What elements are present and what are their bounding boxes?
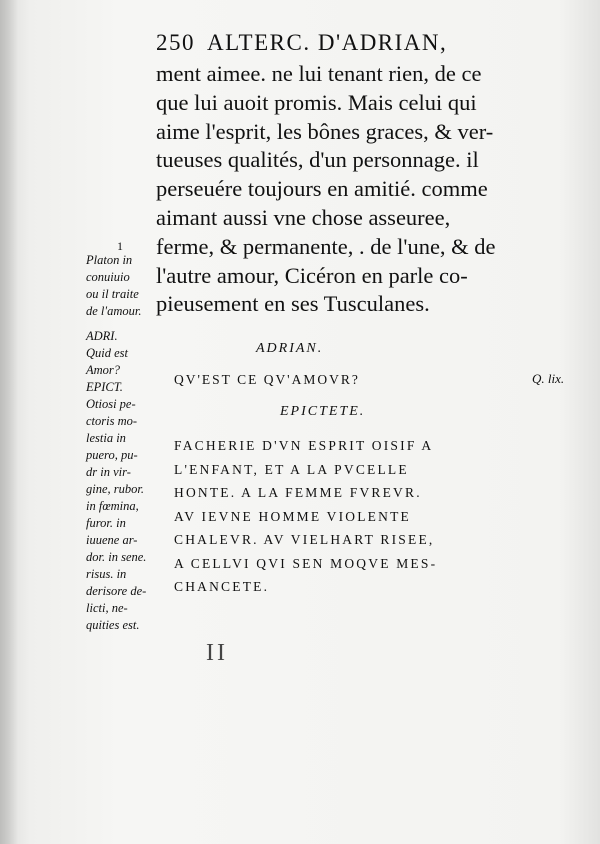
question-text: QV'EST CE QV'AMOVR? xyxy=(174,372,360,387)
answer-text xyxy=(174,434,504,599)
speaker-epictete: EPICTETE. xyxy=(280,404,366,419)
marginal-line: ADRI. xyxy=(86,329,118,343)
page-number: 250 xyxy=(156,30,195,55)
marginal-note-latin xyxy=(86,328,160,634)
marginal-note-platon xyxy=(86,252,160,320)
marginal-line: lestia in xyxy=(86,431,126,445)
marginal-number: 1 xyxy=(117,239,123,253)
answer-line: HONTE. A LA FEMME FVREVR. xyxy=(174,485,422,500)
marginal-line: ctoris mo- xyxy=(86,414,138,428)
body-line: perseuére toujours en amitié. comme xyxy=(156,176,488,202)
answer-line: FACHERIE D'VN ESPRIT OISIF A xyxy=(174,438,434,453)
marginal-line: dr in vir- xyxy=(86,465,131,479)
marginal-line: derisore de- xyxy=(86,584,147,598)
running-header xyxy=(156,30,496,56)
marginal-line: in fœmina, xyxy=(86,499,139,513)
signature-mark: II xyxy=(206,640,228,666)
answer-line: L'ENFANT, ET A LA PVCELLE xyxy=(174,461,409,477)
gutter-shadow xyxy=(0,0,18,844)
body-line: aime l'esprit, les bônes graces, & ver- xyxy=(156,118,494,144)
marginal-line: Platon in xyxy=(86,253,133,267)
running-title: ALTERC. D'ADRIAN, xyxy=(207,30,448,55)
marginal-line: Amor? xyxy=(86,363,121,377)
marginal-line: furor. in xyxy=(86,516,126,530)
marginal-line: quities est. xyxy=(86,618,140,632)
marginal-line: EPICT. xyxy=(86,380,123,394)
marginal-line: puero, pu- xyxy=(86,448,138,462)
marginal-line: gine, rubor. xyxy=(86,482,144,496)
marginal-line: de l'amour. xyxy=(86,304,142,318)
body-line: ferme, & permanente, . de l'une, & de xyxy=(156,233,496,259)
body-text xyxy=(156,60,496,319)
body-line: pieusement en ses Tusculanes. xyxy=(156,291,430,317)
marginal-line: dor. in sene. xyxy=(86,550,147,564)
marginal-line: risus. in xyxy=(86,567,127,581)
body-line: ment aimee. ne lui tenant rien, de ce xyxy=(156,61,482,86)
marginal-line: iuuene ar- xyxy=(86,533,138,547)
answer-line: CHANCETE. xyxy=(174,579,270,594)
body-line: aimant aussi vne chose asseuree, xyxy=(156,204,451,230)
marginal-line: Quid est xyxy=(86,346,129,360)
answer-line: AV IEVNE HOMME VIOLENTE xyxy=(174,508,411,524)
answer-line: A CELLVI QVI SEN MOQVE MES- xyxy=(174,555,438,571)
body-line: tueuses qualités, d'un personnage. il xyxy=(156,147,479,173)
marginal-line: ou il traite xyxy=(86,287,139,301)
question-reference: Q. lix. xyxy=(532,371,565,386)
body-line: que lui auoit promis. Mais celui qui xyxy=(156,89,477,115)
answer-line: CHALEVR. AV VIELHART RISEE, xyxy=(174,532,435,547)
marginal-line: conuiuio xyxy=(86,270,130,284)
body-line: l'autre amour, Cicéron en parle co- xyxy=(156,262,468,288)
marginal-line: Otiosi pe- xyxy=(86,397,136,411)
speaker-adrian: ADRIAN. xyxy=(256,341,324,356)
marginal-line: licti, ne- xyxy=(86,601,128,615)
